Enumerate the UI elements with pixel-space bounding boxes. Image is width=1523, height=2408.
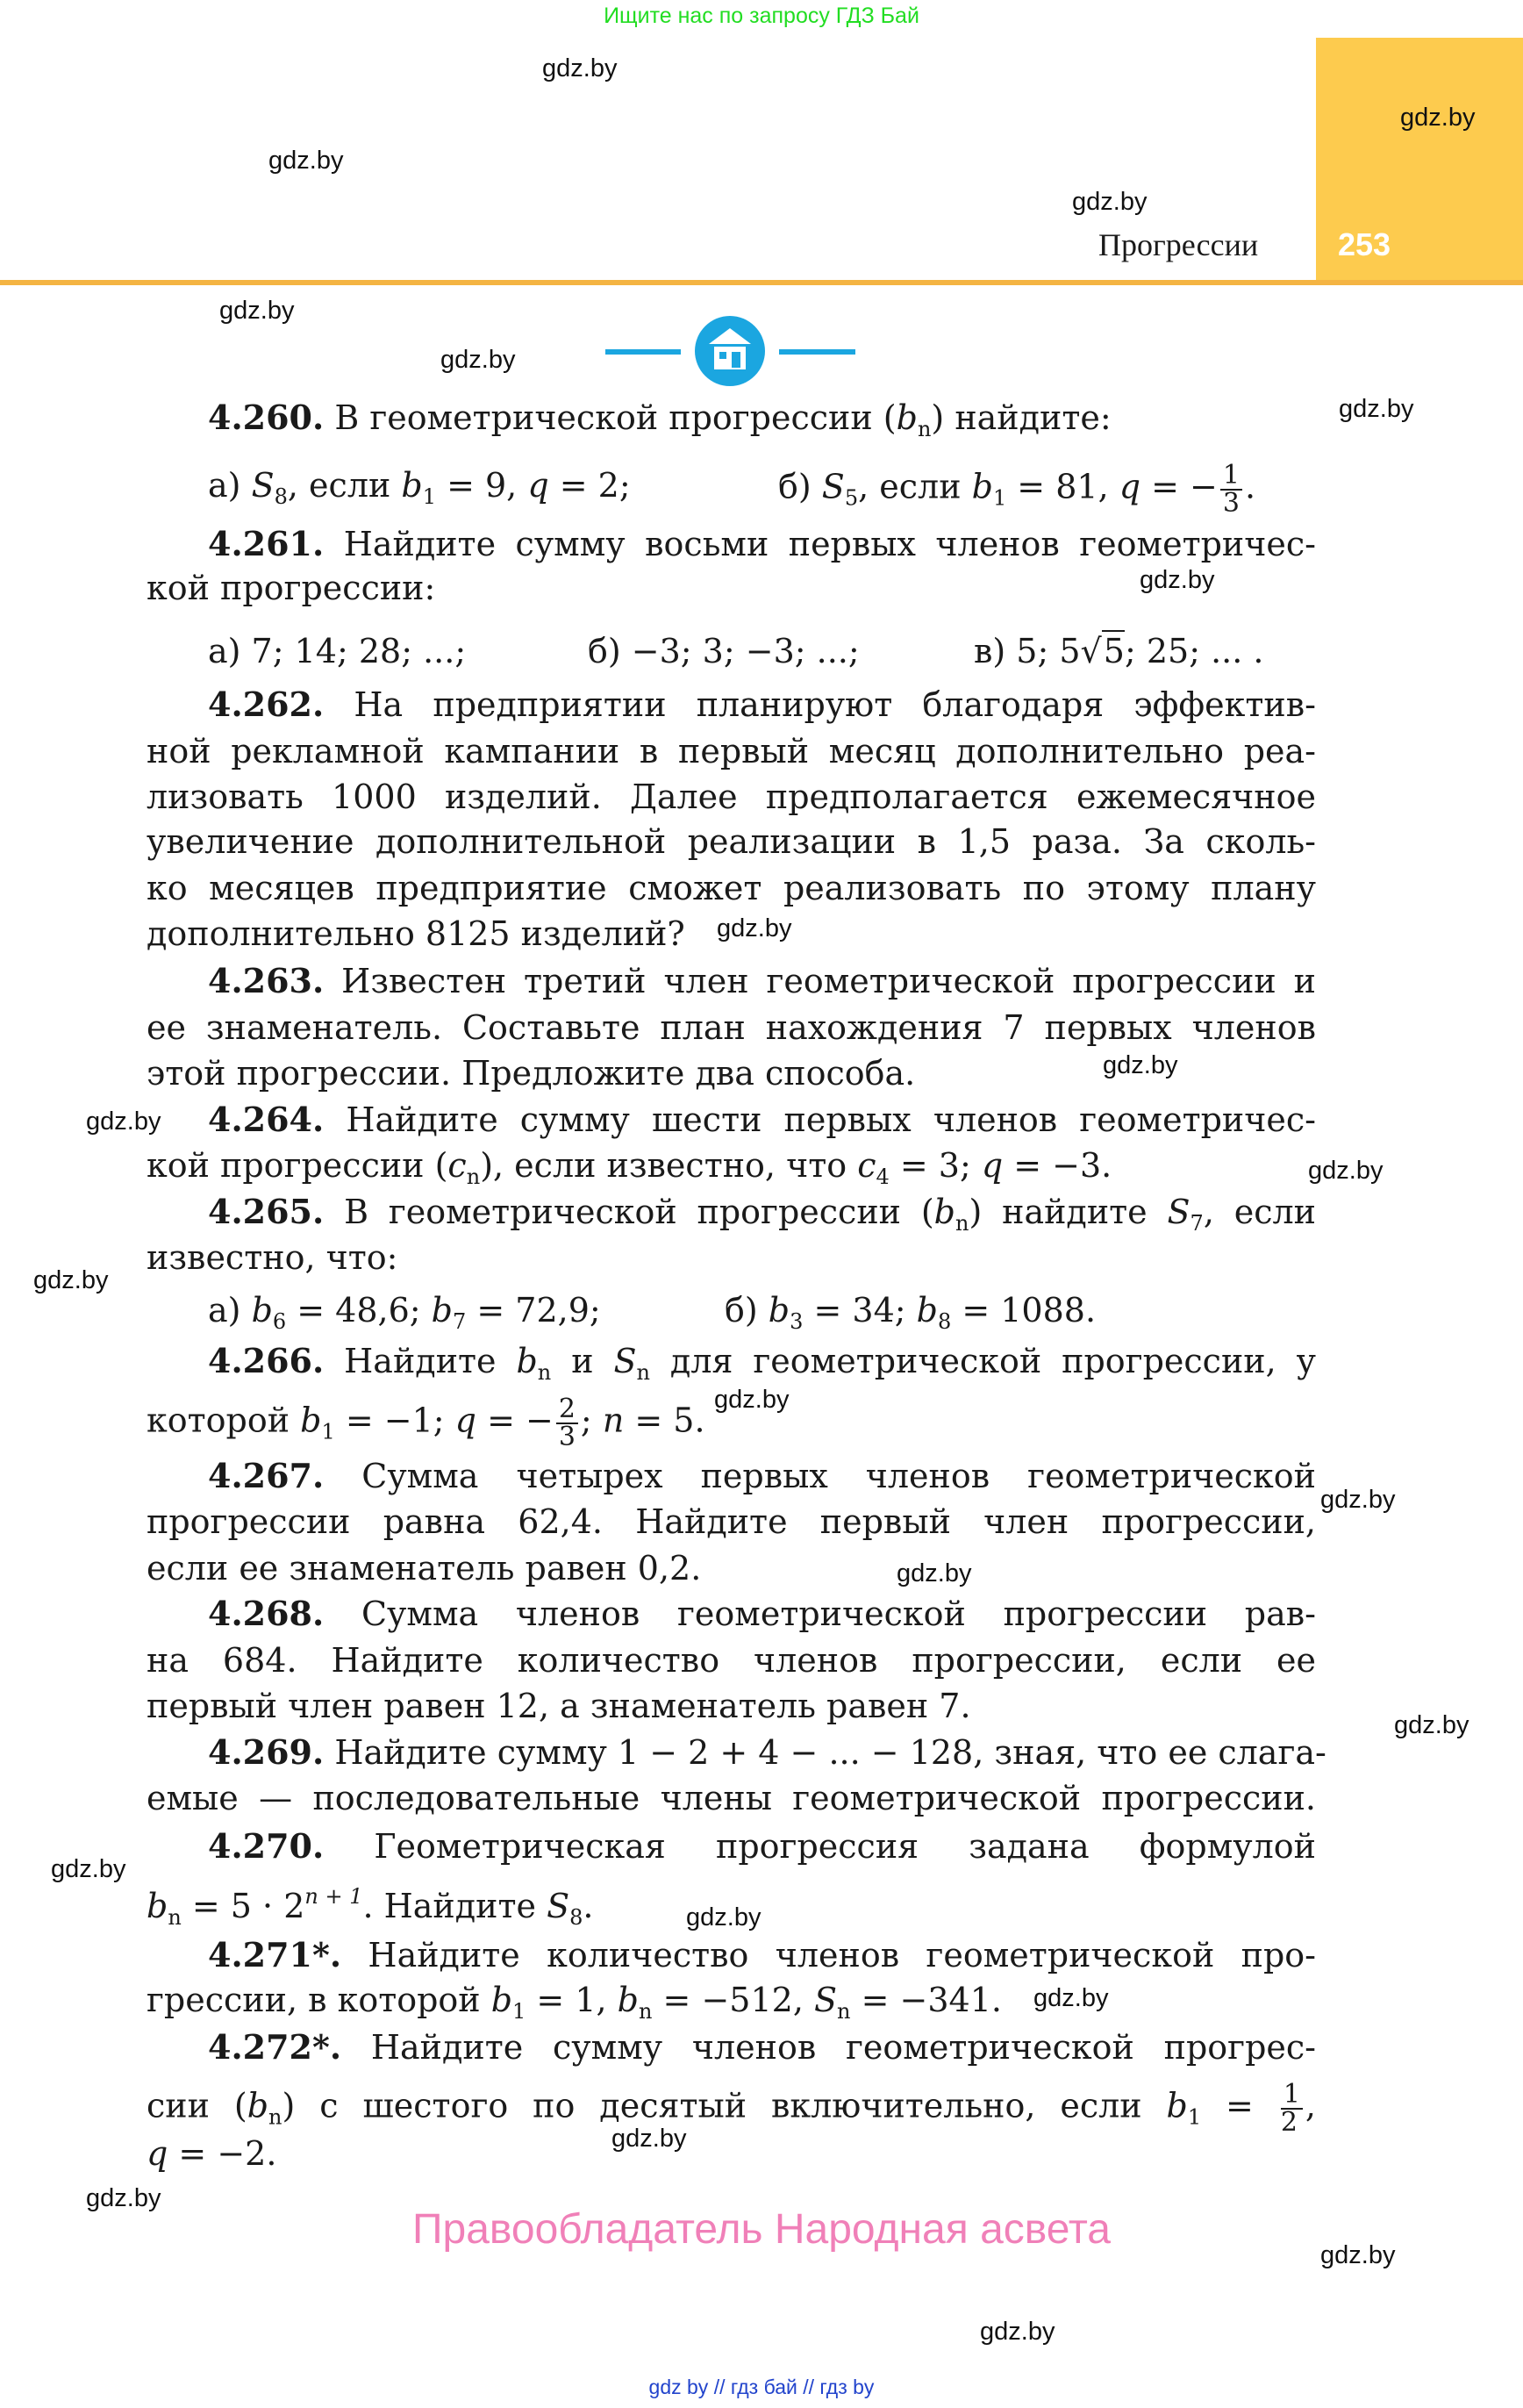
math-var: b [1166,2086,1188,2125]
watermark: gdz.by [1400,104,1476,132]
problem-4-265-line2: известно, что: [147,1238,398,1277]
math-sub: n [837,1999,851,2024]
item-label: б) [725,1291,769,1329]
item-label: а) [208,466,252,505]
text: ; [580,1401,603,1440]
math-sub: 4 [876,1165,890,1189]
math-sub: 7 [453,1309,467,1334]
math-var: b [147,1887,168,1925]
text: = 81, [1006,467,1119,506]
problem-4-272 [208,2025,1316,2070]
problem-text-line: емые — последовательные члены геометрической прогрессии. [147,1779,1316,1817]
text: , если [1203,1193,1316,1231]
problem-number: 4.265. [208,1192,325,1231]
math-var: b [896,398,918,437]
problem-4-264 [208,1097,1316,1143]
sqrt-radicand: 5 [1103,632,1125,670]
problem-4-269 [208,1730,1326,1775]
math-var: b [516,1342,538,1380]
divider-left [605,349,681,355]
math-sub: n [636,1360,650,1385]
problem-4-270 [208,1824,1316,1869]
math-var: b [251,1291,273,1329]
watermark: gdz.by [897,1559,972,1587]
problem-number: 4.272*. [208,2027,342,2067]
watermark: gdz.by [1320,2241,1396,2269]
problem-number: 4.269. [208,1732,325,1772]
watermark: gdz.by [440,346,516,374]
text: для геометрической прогрессии, у [649,1342,1316,1380]
watermark: gdz.by [51,1855,126,1883]
math-sub: n [537,1360,552,1385]
text: = −341. [850,1981,1002,2019]
problem-text: В геометрической прогрессии ( [324,398,897,437]
fraction: $\frac{1}{3}$ [1220,462,1242,517]
text: = 9, [435,466,528,505]
text: = 34; [803,1291,917,1329]
watermark: gdz.by [86,1107,161,1136]
math-sub: 1 [422,484,436,509]
math-var: b [933,1193,955,1231]
text: = − [475,1401,554,1440]
problem-4-261-line2: кой прогрессии: [147,569,436,607]
text: ) с шестого по десятый включительно, если [282,2086,1167,2125]
math-sub: n [639,1999,653,2024]
text: , если [858,467,972,506]
math-sub: 6 [272,1309,287,1334]
text: ), если известно, что [480,1146,858,1185]
text: = − [1140,467,1218,506]
text: = 2; [548,466,631,505]
problem-4-263 [208,958,1316,1004]
text: которой [147,1401,301,1440]
math-sub: 8 [569,1905,583,1930]
watermark: gdz.by [268,147,344,175]
math-sub: 1 [992,485,1007,511]
item-label: б) [778,467,822,506]
math-var: S [547,1887,570,1925]
problem-number: 4.271*. [208,1935,342,1974]
problem-number: 4.268. [208,1594,325,1633]
math-var: q [1119,467,1141,506]
problem-text-line: на 684. Найдите количество членов прогрессии, если ее [147,1641,1316,1680]
watermark: gdz.by [611,2125,687,2153]
text: кой прогрессии ( [147,1146,448,1185]
math-sub: 8 [937,1309,952,1334]
text: . [1245,467,1256,506]
fraction: $\frac{2}{3}$ [556,1396,578,1451]
problem-4-261-c [974,628,1325,674]
problem-4-272-line2 [147,2079,1317,2138]
math-var: n [602,1401,625,1440]
problem-text: Найдите сумму 1 − 2 + 4 − ... − 128, зная, что ее слага- [324,1733,1326,1772]
problem-4-266 [208,1338,1316,1384]
problem-4-265 [208,1189,1316,1235]
problem-4-264-line2 [147,1143,1316,1188]
math-sub: 8 [274,484,288,509]
problem-4-260-a [208,462,734,508]
text: = 3; [889,1146,982,1185]
watermark: gdz.by [86,2184,161,2212]
watermark: gdz.by [542,54,618,82]
watermark: gdz.by [717,914,792,942]
math-sub: 5 [844,485,859,511]
problem-number: 4.262. [208,684,325,724]
text: . Найдите [362,1887,547,1925]
problem-number: 4.261. [208,524,325,563]
math-sub: n [168,1905,182,1930]
problem-text: Сумма членов геометрической прогрессии рав- [324,1595,1316,1633]
text: = 5 · 2 [181,1887,305,1925]
text: Найдите [324,1342,517,1380]
problem-number: 4.270. [208,1826,325,1866]
problem-text-line: ее знаменатель. Составьте план нахождения 7 первых членов [147,1008,1316,1047]
problem-text: Найдите сумму шести первых членов геометричес- [324,1100,1316,1139]
problem-4-260-b [778,460,1322,519]
math-var: q [527,466,549,505]
math-var: b [916,1291,938,1329]
text: , если [287,466,402,505]
problem-number: 4.260. [208,398,325,437]
math-var: b [768,1291,790,1329]
math-sub: n [268,2104,282,2130]
problem-text: Найдите сумму членов геометрической прогрес- [341,2028,1316,2067]
text: = 1, [526,1981,618,2019]
math-var: S [1167,1193,1191,1231]
problem-4-265-b [725,1287,1216,1333]
watermark: gdz.by [714,1386,790,1414]
text: = −2. [168,2134,277,2173]
problem-4-261-b: б) −3; 3; −3; ...; [588,632,860,670]
text: сии ( [147,2086,247,2125]
sqrt-symbol: √ [1080,632,1102,670]
header-rule [0,280,1523,285]
text: в) 5; 5 [974,632,1081,670]
math-var: q [454,1401,476,1440]
watermark: gdz.by [1033,1984,1109,2012]
math-var: b [971,467,993,506]
text: и [551,1342,614,1380]
item-label: а) [208,1291,252,1329]
math-sub: n [955,1211,969,1236]
fraction: $\frac{1}{2}$ [1281,2082,1303,2136]
text: = 5. [624,1401,705,1440]
running-head: Прогрессии [1098,227,1259,262]
problem-text-line: дополнительно 8125 изделий? [147,914,685,953]
problem-4-272-line3 [147,2131,1316,2176]
copyright-notice: Правообладатель Народная асвета [412,2206,1111,2253]
text: грессии, в которой [147,1981,491,2019]
watermark: gdz.by [33,1266,109,1294]
math-sub: 1 [1187,2104,1202,2130]
problem-text: ) найдите: [931,398,1112,437]
problem-text-line: первый член равен 12, а знаменатель равен 7. [147,1687,971,1725]
problem-text-line: ной рекламной кампании в первый месяц дополнительно реа- [147,732,1316,770]
math-sub: n [466,1165,481,1189]
math-var: c [857,1146,876,1185]
text: , [1305,2086,1317,2125]
problem-text-line: если ее знаменатель равен 0,2. [147,1549,702,1587]
problem-number: 4.263. [208,961,325,1000]
watermark: gdz.by [1320,1486,1396,1514]
watermark: gdz.by [1394,1711,1469,1739]
text: = 72,9; [466,1291,601,1329]
math-sub: 1 [512,1999,526,2024]
page-number: 253 [1338,226,1391,262]
text: = [1201,2086,1278,2125]
text: = −1; [334,1401,455,1440]
text: ) найдите [969,1193,1168,1231]
problem-text-line: прогрессии равна 62,4. Найдите первый член прогрессии, [147,1502,1316,1541]
problem-4-271 [208,1932,1316,1978]
problem-text: На предприятии планируют благодаря эффектив- [324,685,1316,724]
problem-4-268 [208,1591,1316,1637]
problem-text: Найдите количество членов геометрической про- [341,1936,1316,1974]
math-var: S [814,1981,838,2019]
math-var: b [431,1291,453,1329]
math-var: S [613,1342,637,1380]
problem-text-line: этой прогрессии. Предложите два способа. [147,1054,916,1093]
divider-right [779,349,855,355]
watermark: gdz.by [980,2318,1055,2346]
problem-text: Найдите сумму восьми первых членов геометричес- [324,525,1316,563]
problem-text: Сумма четырех первых членов геометрической [324,1457,1316,1495]
problem-4-265-a [208,1287,699,1333]
math-var: b [490,1981,513,2019]
text: ; 25; ... . [1124,632,1264,670]
problem-4-261 [208,521,1316,567]
problem-4-267 [208,1453,1316,1499]
problem-4-271-line2 [147,1977,1316,2023]
math-var: q [147,2134,168,2173]
text: = 48,6; [286,1291,432,1329]
problem-text-line: лизовать 1000 изделий. Далее предполагается ежемесячное [147,778,1316,816]
top-banner: Ищите нас по запросу ГДЗ Бай [604,4,919,28]
problem-4-261-a: а) 7; 14; 28; ...; [208,632,467,670]
problem-text: Известен третий член геометрической прогрессии и [324,962,1316,1000]
problem-number: 4.266. [208,1341,325,1380]
text: В геометрической прогрессии ( [324,1193,934,1231]
math-sub: 3 [790,1309,804,1334]
watermark: gdz.by [1339,395,1414,423]
math-var: b [617,1981,639,2019]
watermark: gdz.by [1072,188,1148,216]
house-glyph-icon [695,316,765,386]
math-sub: n [917,417,932,441]
math-sub: 1 [321,1419,335,1444]
math-var: b [300,1401,322,1440]
problem-4-262 [208,682,1316,727]
problem-number: 4.267. [208,1456,325,1495]
problem-number: 4.264. [208,1100,325,1139]
footer-links: gdz by // гдз бай // гдз by [648,2376,875,2398]
text: = −512, [652,1981,814,2019]
watermark: gdz.by [1103,1051,1178,1079]
math-var: S [821,467,845,506]
problem-text-line: увеличение дополнительной реализации в 1,5 раза. За сколь- [147,822,1316,861]
watermark: gdz.by [686,1903,762,1931]
problem-text-line: ко месяцев предприятие сможет реализовать по этому плану [147,869,1316,907]
watermark: gdz.by [1140,566,1215,594]
math-var: S [251,466,275,505]
math-exponent: n + 1 [304,1884,363,1909]
text: = −3. [1003,1146,1112,1185]
problem-text: Геометрическая прогрессия задана формулой [324,1827,1316,1866]
text: . [583,1887,594,1925]
math-var: c [447,1146,467,1185]
math-var: b [401,466,423,505]
math-var: b [247,2086,269,2125]
text: = 1088. [951,1291,1097,1329]
home-icon [695,316,765,386]
problem-4-260 [208,395,1316,441]
watermark: gdz.by [1308,1157,1384,1185]
watermark: gdz.by [219,297,295,325]
math-sub: 7 [1190,1211,1204,1236]
math-var: q [981,1146,1004,1185]
